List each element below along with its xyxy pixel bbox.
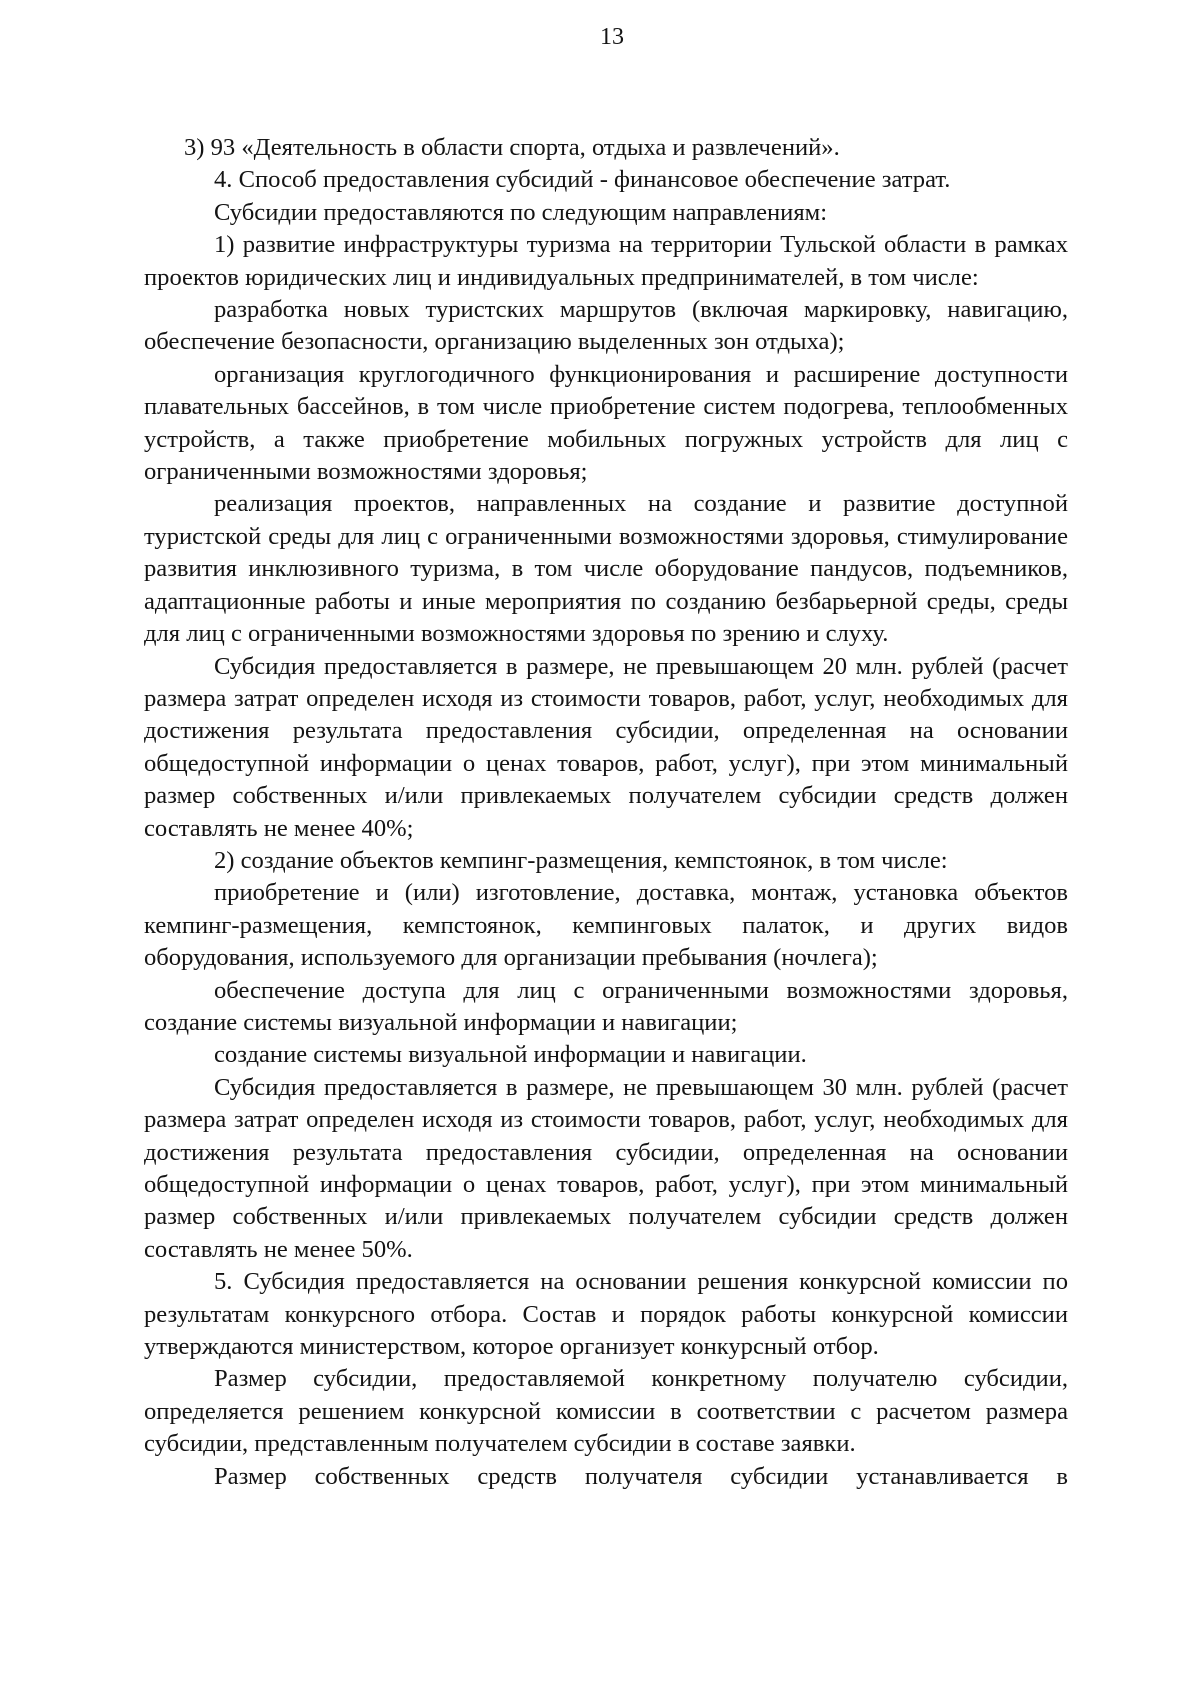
paragraph: 4. Способ предоставления субсидий - финансовое обеспечение затрат. — [214, 166, 951, 194]
paragraph: разработка новых туристских маршрутов (включая маркировку, навигацию, обеспечение безопасности, организацию выделенных зон отдыха); — [144, 296, 1068, 356]
paragraph: 2) создание объектов кемпинг-размещения, кемпстоянок, в том числе: — [214, 846, 948, 874]
paragraph: Субсидии предоставляются по следующим направлениям: — [214, 198, 828, 226]
paragraph: Субсидия предоставляется в размере, не превышающем 30 млн. рублей (расчет размера затрат определен исходя из стоимости товаров, работ, услуг, необходимых для достижения результата предоставления субсидии, определенная на основании общедоступной информации о ценах товаров, работ, услуг), при этом минимальный размер собственных и/или привлекаемых получателем субсидии средств должен составлять не менее 50%. — [144, 1073, 1068, 1263]
paragraph: Размер собственных средств получателя субсидии устанавливается в — [214, 1462, 1068, 1490]
paragraph: Размер субсидии, предоставляемой конкретному получателю субсидии, определяется решением конкурсной комиссии в соответствии с расчетом размера субсидии, представленным получателем субсидии в составе заявки. — [144, 1365, 1068, 1458]
paragraph: реализация проектов, направленных на создание и развитие доступной туристской среды для лиц с ограниченными возможностями здоровья, стимулирование развития инклюзивного туризма, в том числе оборудование пандусов, подъемников, адаптационные работы и иные мероприятия по созданию безбарьерной среды, среды для лиц с ограниченными возможностями здоровья по зрению и слуху. — [144, 490, 1068, 648]
paragraph: 1) развитие инфраструктуры туризма на территории Тульской области в рамках проектов юридических лиц и индивидуальных предпринимателей, в том числе: — [144, 231, 1068, 291]
paragraph: обеспечение доступа для лиц с ограниченными возможностями здоровья, создание системы визуальной информации и навигации; — [144, 976, 1068, 1036]
page-number: 13 — [600, 24, 624, 50]
paragraph: 3) 93 «Деятельность в области спорта, отдыха и развлечений». — [184, 134, 840, 161]
document-body — [144, 132, 1068, 1493]
paragraph: приобретение и (или) изготовление, доставка, монтаж, установка объектов кемпинг-размещения, кемпстоянок, кемпинговых палаток, и других видов оборудования, используемого для организации пребывания (ночлега); — [144, 879, 1068, 972]
paragraph: создание системы визуальной информации и навигации. — [214, 1041, 807, 1069]
paragraph: 5. Субсидия предоставляется на основании решения конкурсной комиссии по результатам конкурсного отбора. Состав и порядок работы конкурсной комиссии утверждаются министерством, которое организует конкурсный отбор. — [144, 1268, 1068, 1361]
paragraph: организация круглогодичного функционирования и расширение доступности плавательных бассейнов, в том числе приобретение систем подогрева, теплообменных устройств, а также приобретение мобильных погружных устройств для лиц с ограниченными возможностями здоровья; — [144, 360, 1068, 486]
paragraph: Субсидия предоставляется в размере, не превышающем 20 млн. рублей (расчет размера затрат определен исходя из стоимости товаров, работ, услуг, необходимых для достижения результата предоставления субсидии, определенная на основании общедоступной информации о ценах товаров, работ, услуг), при этом минимальный размер собственных и/или привлекаемых получателем субсидии средств должен составлять не менее 40%; — [144, 652, 1068, 842]
